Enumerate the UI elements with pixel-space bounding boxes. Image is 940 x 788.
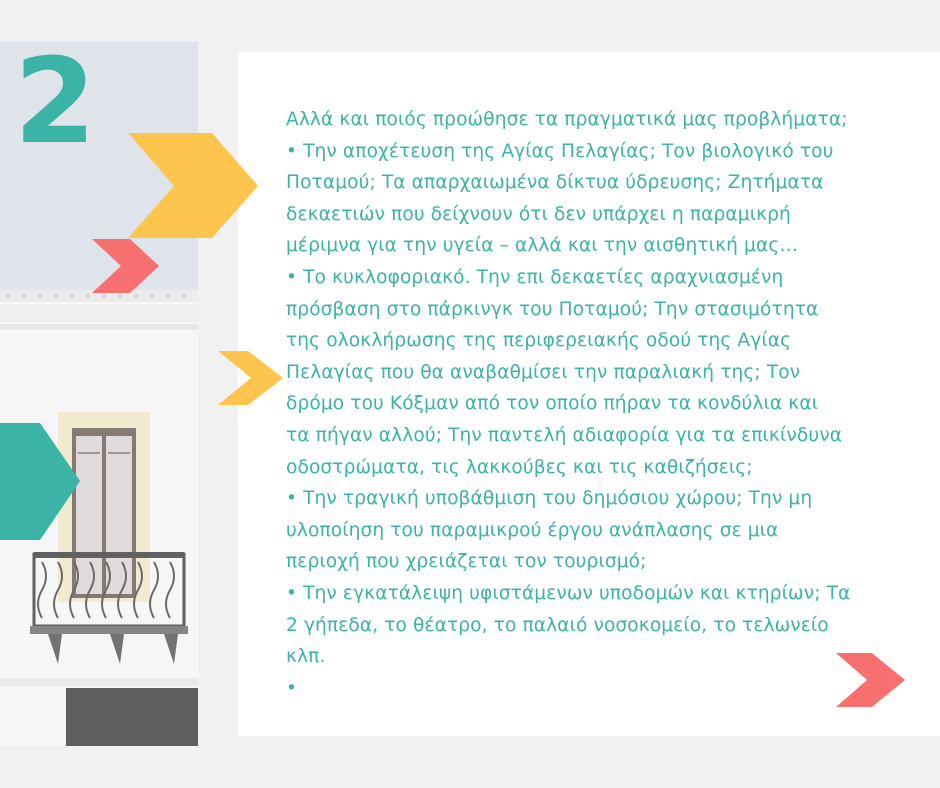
slide-number: 2 <box>14 32 97 170</box>
text-line: οδοστρώματα, τις λακκούβες και τις καθιζήσεις; <box>286 456 753 478</box>
text-line: • Την εγκατάλειψη υφιστάμενων υποδομών και κτηρίων; Τα <box>286 582 851 604</box>
text-line: Πελαγίας που θα αναβαθμίσει την παραλιακή της; Τον <box>286 361 801 383</box>
text-line: Ποταμού; Τα απαρχαιωμένα δίκτυα ύδρευσης; Ζητήματα <box>286 172 824 194</box>
text-line: • Την τραγική υποβάθμιση του δημόσιου χώρου; Την μη <box>286 488 813 510</box>
text-line: μέριμνα για την υγεία – αλλά και την αισθητική μας… <box>286 235 799 257</box>
text-line: τα πήγαν αλλού; Την παντελή αδιαφορία για τα επικίνδυνα <box>286 424 843 446</box>
text-line: της ολοκλήρωσης της περιφερειακής οδού της Αγίας <box>286 330 792 352</box>
text-line: υλοποίηση του παραμικρού έργου ανάπλασης σε μια <box>286 519 779 541</box>
text-line: • <box>286 677 298 699</box>
text-line: δεκαετιών που δείχνουν ότι δεν υπάρχει η παραμικρή <box>286 203 791 225</box>
body-text <box>286 104 926 704</box>
text-line: πρόσβαση στο πάρκινγκ του Ποταμού; Την στασιμότητα <box>286 298 819 320</box>
text-line: 2 γήπεδα, το θέατρο, το παλαιό νοσοκομείο, το τελωνείο <box>286 614 829 636</box>
text-line: • Την αποχέτευση της Αγίας Πελαγίας; Τον βιολογικό του <box>286 140 834 162</box>
text-line: • Το κυκλοφοριακό. Την επι δεκαετίες αραχνιασμένη <box>286 266 784 288</box>
text-line: περιοχή που χρειάζεται τον τουρισμό; <box>286 551 647 573</box>
text-line: κλπ. <box>286 646 326 668</box>
text-line: δρόμο του Κόξμαν από τον οποίο πήραν τα κονδύλια και <box>286 393 819 415</box>
text-line: Αλλά και ποιός προώθησε τα πραγματικά μας προβλήματα; <box>286 109 848 130</box>
